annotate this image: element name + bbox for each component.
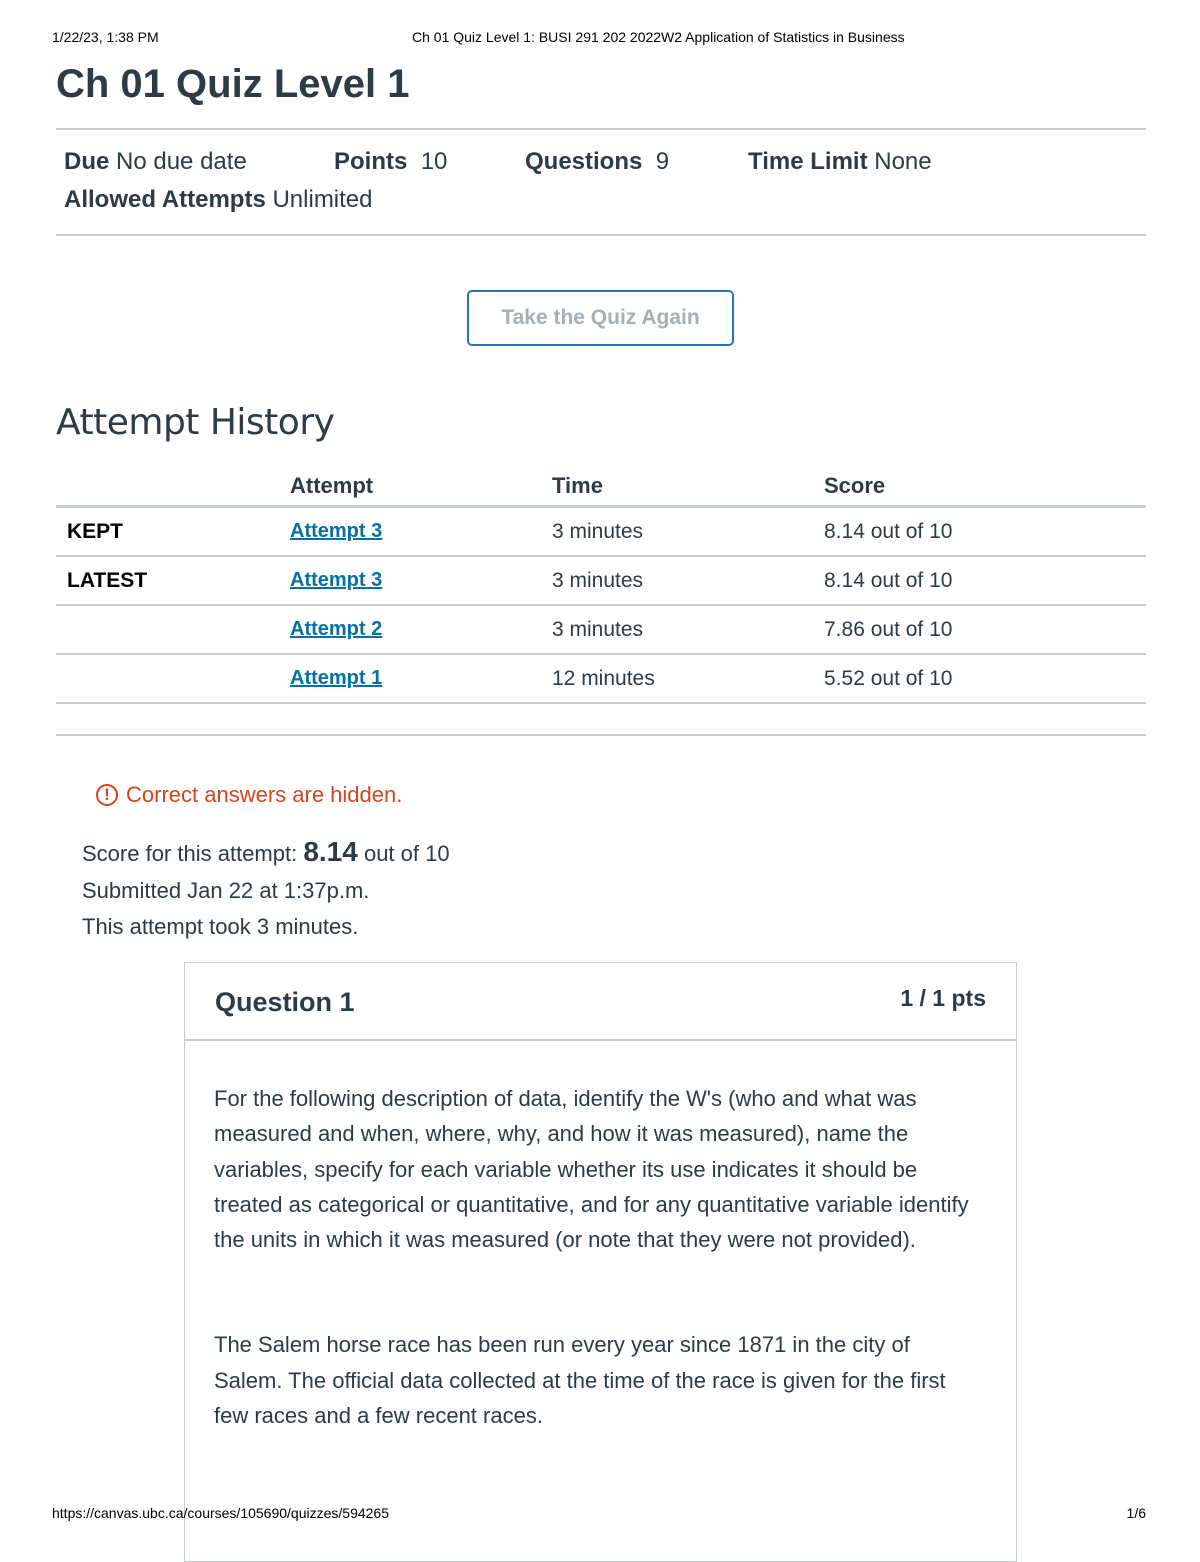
attempt-score-value: 8.14 (303, 836, 358, 867)
attempt-history-table (56, 466, 1146, 704)
submitted-time: Submitted Jan 22 at 1:37p.m. (82, 878, 370, 903)
attempt-score: 5.52 out of 10 (824, 666, 953, 690)
status-label: LATEST (67, 568, 148, 592)
page-title: Ch 01 Quiz Level 1 (56, 62, 410, 106)
due-detail (64, 148, 247, 176)
question-title: Question 1 (215, 987, 355, 1017)
take-quiz-again-button[interactable]: Take the Quiz Again (467, 290, 734, 346)
attempt-time: 12 minutes (552, 666, 655, 690)
score-prefix: Score for this attempt: (82, 841, 298, 866)
attempt-link[interactable]: Attempt 3 (290, 520, 383, 542)
attempt-time: 3 minutes (552, 568, 644, 592)
due-label: Due (64, 148, 110, 175)
print-datetime: 1/22/23, 1:38 PM (52, 29, 159, 45)
attempt-duration: This attempt took 3 minutes. (82, 914, 359, 939)
print-document-title: Ch 01 Quiz Level 1: BUSI 291 202 2022W2 Application of Statistics in Business (412, 29, 905, 45)
question-paragraph: For the following description of data, identify the W's (who and what was measured and when, where, why, and how it was measured), name the variables, specify for each variable whether its use indicates it should be treated as categorical or quantitative, and for any quantitative variable identify the units in which it was measured (or note that they were not provided). (214, 1086, 969, 1253)
time-limit-detail (748, 148, 932, 176)
warning-icon: ! (96, 784, 118, 806)
points-label: Points (334, 148, 408, 175)
divider (56, 128, 1146, 130)
question-points: 1 / 1 pts (900, 985, 986, 1011)
attempt-score-summary (82, 836, 450, 868)
score-suffix: out of 10 (363, 841, 450, 866)
table-row (56, 606, 1146, 655)
column-header-attempt: Attempt (290, 472, 374, 498)
attempt-score: 8.14 out of 10 (824, 519, 953, 543)
divider (56, 734, 1146, 736)
print-header (0, 29, 1200, 49)
attempt-history-title: Attempt History (56, 402, 335, 443)
column-header-time: Time (552, 472, 603, 498)
table-row (56, 655, 1146, 704)
points-detail (334, 148, 447, 176)
table-row (56, 557, 1146, 606)
attempt-score: 8.14 out of 10 (824, 568, 953, 592)
time-limit-label: Time Limit (748, 148, 868, 175)
questions-detail (525, 148, 669, 176)
time-limit-value: None (874, 148, 932, 175)
allowed-attempts-detail (64, 186, 373, 214)
question-header (185, 963, 1016, 1041)
table-header-row (56, 466, 1146, 508)
status-label: KEPT (67, 519, 124, 543)
notice-text: Correct answers are hidden. (126, 782, 403, 807)
print-page-number: 1/6 (1126, 1505, 1146, 1521)
questions-label: Questions (525, 148, 643, 175)
attempt-link[interactable]: Attempt 1 (290, 667, 383, 689)
questions-value: 9 (655, 148, 670, 175)
print-footer (0, 1505, 1200, 1525)
divider (56, 234, 1146, 236)
attempt-time: 3 minutes (552, 617, 644, 641)
attempt-link[interactable]: Attempt 3 (290, 569, 383, 591)
due-value: No due date (116, 148, 247, 175)
attempt-score: 7.86 out of 10 (824, 617, 953, 641)
allowed-attempts-label: Allowed Attempts (64, 186, 266, 213)
attempt-time: 3 minutes (552, 519, 644, 543)
correct-answers-hidden-notice (96, 782, 402, 808)
column-header-score: Score (824, 472, 886, 498)
print-url: https://canvas.ubc.ca/courses/105690/quizzes/594265 (52, 1505, 389, 1521)
question-text (214, 1081, 984, 1433)
question-card (184, 962, 1017, 1562)
table-row (56, 508, 1146, 557)
allowed-attempts-value: Unlimited (272, 186, 373, 213)
attempt-link[interactable]: Attempt 2 (290, 618, 383, 640)
points-value: 10 (420, 148, 448, 175)
question-paragraph: The Salem horse race has been run every year since 1871 in the city of Salem. The official data collected at the time of the race is given for the first few races and a few recent races. (214, 1332, 946, 1429)
